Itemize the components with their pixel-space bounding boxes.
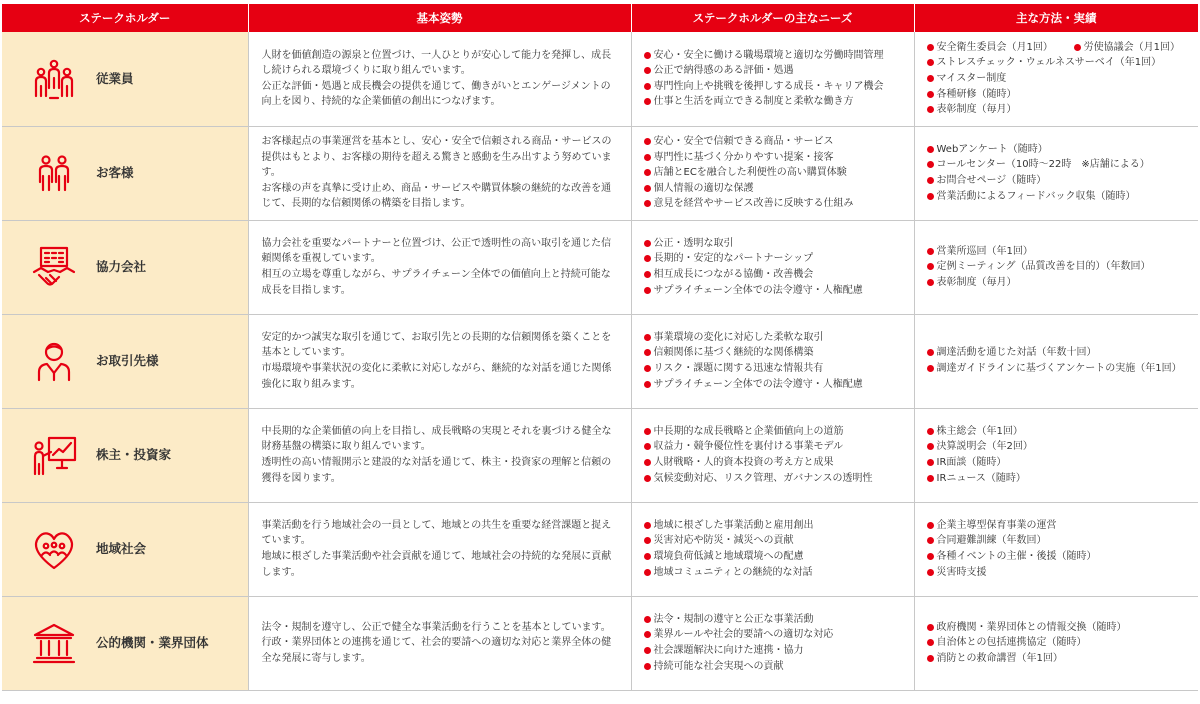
list-item: 消防との救命講習（年1回） bbox=[927, 651, 1193, 667]
list-item: 長期的・安定的なパートナーシップ bbox=[644, 251, 908, 267]
list-item: 個人情報の適切な保護 bbox=[644, 181, 908, 197]
stakeholder-name: お客様 bbox=[96, 165, 134, 181]
methods-cell bbox=[914, 314, 1198, 408]
list-item: 相互成長につながる協働・改善機会 bbox=[644, 267, 908, 283]
methods-list bbox=[915, 345, 1199, 376]
header-methods: 主な方法・実績 bbox=[914, 4, 1198, 32]
needs-cell bbox=[631, 220, 914, 314]
government-building-icon bbox=[24, 621, 84, 665]
stakeholder-name: お取引先様 bbox=[96, 353, 159, 369]
list-item: サプライチェーン全体での法令遵守・人権配慮 bbox=[644, 283, 908, 299]
presentation-chart-icon bbox=[24, 433, 84, 477]
list-item: IR面談（随時） bbox=[927, 455, 1193, 471]
table-row bbox=[2, 126, 1198, 220]
header-policy: 基本姿勢 bbox=[248, 4, 631, 32]
methods-list bbox=[915, 142, 1199, 204]
list-item: 専門性向上や挑戦を後押しする成長・キャリア機会 bbox=[644, 79, 908, 95]
list-item: 営業活動によるフィードバック収集（随時） bbox=[927, 189, 1193, 205]
stakeholder-cell bbox=[2, 220, 248, 314]
list-item: 中長期的な成長戦略と企業価値向上の道筋 bbox=[644, 424, 908, 440]
list-item: マイスター制度 bbox=[927, 71, 1193, 87]
methods-list bbox=[915, 244, 1199, 291]
list-item: 安心・安全で信頼できる商品・サービス bbox=[644, 134, 908, 150]
stakeholder-name: 従業員 bbox=[96, 70, 134, 86]
table-row bbox=[2, 502, 1198, 596]
list-item: 地域に根ざした事業活動と雇用創出 bbox=[644, 518, 908, 534]
list-item: 収益力・競争優位性を裏付ける事業モデル bbox=[644, 439, 908, 455]
list-item: 仕事と生活を両立できる制度と柔軟な働き方 bbox=[644, 94, 908, 110]
list-item: コールセンター（10時〜22時 ※店舗による） bbox=[927, 157, 1193, 173]
list-item: 法令・規制の遵守と公正な事業活動 bbox=[644, 612, 908, 628]
list-item: 安全衛生委員会（月1回） bbox=[927, 40, 1053, 56]
list-item: 企業主導型保育事業の運営 bbox=[927, 518, 1193, 534]
needs-cell bbox=[631, 126, 914, 220]
policy-cell: 安定的かつ誠実な取引を通じて、お取引先との長期的な信頼関係を築くことを基本としています。 市場環境や事業状況の変化に柔軟に対応しながら、継続的な対話を通じた関係強化に取り組みます。 bbox=[248, 314, 631, 408]
table-row bbox=[2, 596, 1198, 690]
needs-cell bbox=[631, 314, 914, 408]
stakeholder-cell bbox=[2, 596, 248, 690]
stakeholder-cell bbox=[2, 126, 248, 220]
list-item: 公正・透明な取引 bbox=[644, 236, 908, 252]
list-item: 表彰制度（毎月） bbox=[927, 102, 1193, 118]
policy-cell: お客様起点の事業運営を基本とし、安心・安全で信頼される商品・サービスの提供はもとより、お客様の期待を超える驚きと感動を生み出すよう努めています。 お客様の声を真摯に受け止め、商品・サービスや購買体験の継続的な改善を通じて、長期的な信頼関係の構築を目指します。 bbox=[248, 126, 631, 220]
list-item: ストレスチェック・ウェルネスサーベイ（年1回） bbox=[927, 55, 1193, 71]
needs-list bbox=[632, 518, 914, 580]
list-item: IRニュース（随時） bbox=[927, 471, 1193, 487]
methods-list bbox=[915, 620, 1199, 667]
stakeholder-name: 公的機関・業界団体 bbox=[96, 635, 209, 651]
needs-list bbox=[632, 48, 914, 110]
list-item: Webアンケート（随時） bbox=[927, 142, 1193, 158]
list-item: リスク・課題に関する迅速な情報共有 bbox=[644, 361, 908, 377]
needs-list bbox=[632, 134, 914, 212]
list-item: 安心・安全に働ける職場環境と適切な労働時間管理 bbox=[644, 48, 908, 64]
list-item: 意見を経営やサービス改善に反映する仕組み bbox=[644, 196, 908, 212]
list-item: 社会課題解決に向けた連携・協力 bbox=[644, 643, 908, 659]
list-item: 株主総会（年1回） bbox=[927, 424, 1193, 440]
list-item: 定例ミーティング（品質改善を目的）（年数回） bbox=[927, 259, 1193, 275]
methods-cell bbox=[914, 32, 1198, 126]
list-item: 環境負荷低減と地域環境への配慮 bbox=[644, 549, 908, 565]
community-heart-icon bbox=[24, 527, 84, 571]
methods-cell bbox=[914, 502, 1198, 596]
list-item: 信頼関係に基づく継続的な関係構築 bbox=[644, 345, 908, 361]
policy-cell: 事業活動を行う地域社会の一員として、地域との共生を重要な経営課題と捉えています。 地域に根ざした事業活動や社会貢献を通じて、地域社会の持続的な発展に貢献します。 bbox=[248, 502, 631, 596]
list-item: 調達ガイドラインに基づくアンケートの実施（年1回） bbox=[927, 361, 1193, 377]
policy-cell: 中長期的な企業価値の向上を目指し、成長戦略の実現とそれを裏づける健全な財務基盤の構築に取り組んでいます。 透明性の高い情報開示と建設的な対話を通じて、株主・投資家の理解と信頼の獲得を図ります。 bbox=[248, 408, 631, 502]
methods-list bbox=[915, 40, 1199, 118]
list-item: サプライチェーン全体での法令遵守・人権配慮 bbox=[644, 377, 908, 393]
policy-cell: 法令・規制を遵守し、公正で健全な事業活動を行うことを基本としています。 行政・業界団体との連携を通じて、社会的要請への適切な対応と業界全体の健全な発展に寄与します。 bbox=[248, 596, 631, 690]
list-item: 災害対応や防災・減災への貢献 bbox=[644, 533, 908, 549]
methods-cell bbox=[914, 220, 1198, 314]
needs-list bbox=[632, 236, 914, 298]
list-item: 災害時支援 bbox=[927, 565, 1193, 581]
list-item-pair bbox=[927, 40, 1193, 56]
stakeholder-table bbox=[2, 4, 1198, 691]
needs-list bbox=[632, 330, 914, 392]
list-item: 各種イベントの主催・後援（随時） bbox=[927, 549, 1193, 565]
business-person-icon bbox=[24, 339, 84, 383]
list-item: 労使協議会（月1回） bbox=[1074, 40, 1180, 56]
list-item: 持続可能な社会実現への貢献 bbox=[644, 659, 908, 675]
list-item: 専門性に基づく分かりやすい提案・接客 bbox=[644, 150, 908, 166]
needs-cell bbox=[631, 502, 914, 596]
methods-list bbox=[915, 424, 1199, 486]
list-item: 公正で納得感のある評価・処遇 bbox=[644, 63, 908, 79]
methods-cell bbox=[914, 408, 1198, 502]
needs-list bbox=[632, 424, 914, 486]
list-item: 店舗とECを融合した利便性の高い購買体験 bbox=[644, 165, 908, 181]
stakeholder-cell bbox=[2, 32, 248, 126]
list-item: 表彰制度（毎月） bbox=[927, 275, 1193, 291]
customers-pair-icon bbox=[24, 151, 84, 195]
table-header-row bbox=[2, 4, 1198, 32]
list-item: 各種研修（随時） bbox=[927, 87, 1193, 103]
needs-cell bbox=[631, 596, 914, 690]
policy-cell: 協力会社を重要なパートナーと位置づけ、公正で透明性の高い取引を通じた信頼関係を重視しています。 相互の立場を尊重しながら、サプライチェーン全体での価値向上と持続可能な成長を目指します。 bbox=[248, 220, 631, 314]
list-item: 自治体との包括連携協定（随時） bbox=[927, 635, 1193, 651]
header-stakeholder: ステークホルダー bbox=[2, 4, 248, 32]
stakeholder-name: 地域社会 bbox=[96, 541, 147, 557]
list-item: 事業環境の変化に対応した柔軟な取引 bbox=[644, 330, 908, 346]
list-item: 決算説明会（年2回） bbox=[927, 439, 1193, 455]
needs-cell bbox=[631, 408, 914, 502]
stakeholder-name: 協力会社 bbox=[96, 259, 147, 275]
stakeholder-cell bbox=[2, 314, 248, 408]
table-row bbox=[2, 32, 1198, 126]
table-row bbox=[2, 314, 1198, 408]
header-needs: ステークホルダーの主なニーズ bbox=[631, 4, 914, 32]
policy-cell: 人財を価値創造の源泉と位置づけ、一人ひとりが安心して能力を発揮し、成長し続けられる環境づくりに取り組んでいます。 公正な評価・処遇と成長機会の提供を通じて、働きがいとエンゲージメントの向上を図り、持続的な企業価値の創出につなげます。 bbox=[248, 32, 631, 126]
employees-group-icon bbox=[24, 57, 84, 101]
stakeholder-cell bbox=[2, 408, 248, 502]
methods-cell bbox=[914, 126, 1198, 220]
list-item: 気候変動対応、リスク管理、ガバナンスの透明性 bbox=[644, 471, 908, 487]
stakeholder-cell bbox=[2, 502, 248, 596]
list-item: 人財戦略・人的資本投資の考え方と成果 bbox=[644, 455, 908, 471]
list-item: 政府機関・業界団体との情報交換（随時） bbox=[927, 620, 1193, 636]
needs-cell bbox=[631, 32, 914, 126]
methods-cell bbox=[914, 596, 1198, 690]
table-row bbox=[2, 408, 1198, 502]
list-item: 地域コミュニティとの継続的な対話 bbox=[644, 565, 908, 581]
methods-list bbox=[915, 518, 1199, 580]
list-item: 合同避難訓練（年数回） bbox=[927, 533, 1193, 549]
handshake-building-icon bbox=[24, 245, 84, 289]
table-row bbox=[2, 220, 1198, 314]
needs-list bbox=[632, 612, 914, 674]
list-item: 営業所巡回（年1回） bbox=[927, 244, 1193, 260]
list-item: お問合せページ（随時） bbox=[927, 173, 1193, 189]
list-item: 業界ルールや社会的要請への適切な対応 bbox=[644, 627, 908, 643]
list-item: 調達活動を通じた対話（年数十回） bbox=[927, 345, 1193, 361]
stakeholder-name: 株主・投資家 bbox=[96, 447, 172, 463]
